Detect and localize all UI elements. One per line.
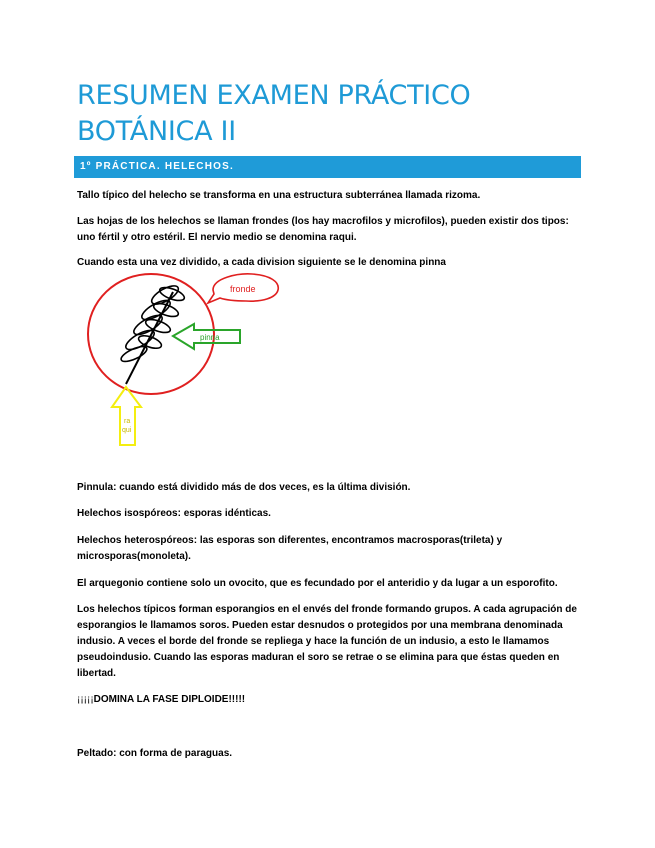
paragraph-pinnula (77, 480, 577, 496)
peltado-text: : con forma de paraguas. (113, 748, 233, 759)
paragraph-rizoma: Tallo típico del helecho se transforma en una estructura subterránea llamada rizoma. (77, 190, 481, 201)
document-title (77, 78, 597, 150)
title-line-2: BOTÁNICA II (77, 116, 236, 147)
paragraph-peltado (77, 746, 577, 762)
pinnae (119, 282, 186, 364)
pinna-loop (123, 327, 157, 353)
paragraph-pinna: Cuando esta una vez dividido, a cada division siguiente se le denomina pinna (77, 257, 446, 268)
hetero-term: Helechos heterospóreos (77, 535, 194, 546)
section-heading: 1º PRÁCTICA. HELECHOS. (80, 161, 234, 172)
diploide-main: DOMINA LA FASE DIPLOIDE!!!!! (93, 694, 246, 705)
raqui-arrow (112, 387, 141, 445)
paragraph-diploide (77, 692, 577, 708)
peltado-term: Peltado (77, 748, 114, 759)
pinna-label: pinna (200, 333, 220, 342)
raqui-label-1: ra (124, 418, 131, 425)
pinnula-text: : cuando está dividido más de dos veces, es la última división. (113, 482, 411, 493)
paragraph-heterosporeos (77, 533, 577, 565)
paragraph-soros: Los helechos típicos forman esporangios en el envés del fronde formando grupos. A cada agrupación de esporangios le llamamos soros. Pueden estar desnudos o protegidos por una membrana denominada indusio. A veces el borde del fronde se repliega y hace la función de un indusio, a esto le llamamos pseudoindusio. Cuando las esporas maduran el soro se retrae o se elimina para que éstas queden en libertad. (77, 604, 577, 679)
fern-diagram (80, 270, 320, 460)
title-line-1: RESUMEN EXAMEN PRÁCTICO (77, 80, 471, 111)
raqui-label-2: qui (122, 427, 132, 434)
hetero-text: : las esporas son diferentes, encontramos macrosporas(trileta) y microsporas(monoleta). (77, 535, 503, 562)
pinna-loop (119, 344, 149, 365)
fronde-label: fronde (230, 284, 256, 294)
paragraph-arquegonio: El arquegonio contiene solo un ovocito, que es fecundado por el anteridio y da lugar a un esporofito. (77, 578, 558, 589)
paragraph-isosporeos (77, 506, 577, 522)
pinnula-term: Pinnula (77, 482, 114, 493)
diploide-prefix: ¡¡¡¡¡ (77, 694, 94, 705)
section-heading-bar (74, 156, 581, 178)
iso-term: Helechos isospóreos (77, 508, 178, 519)
paragraph-frondes: Las hojas de los helechos se llaman frondes (los hay macrofilos y microfilos), pueden existir dos tipos: uno fértil y otro estéril. El nervio medio se denomina raqui. (77, 216, 569, 243)
iso-text: : esporas idénticas. (177, 508, 271, 519)
